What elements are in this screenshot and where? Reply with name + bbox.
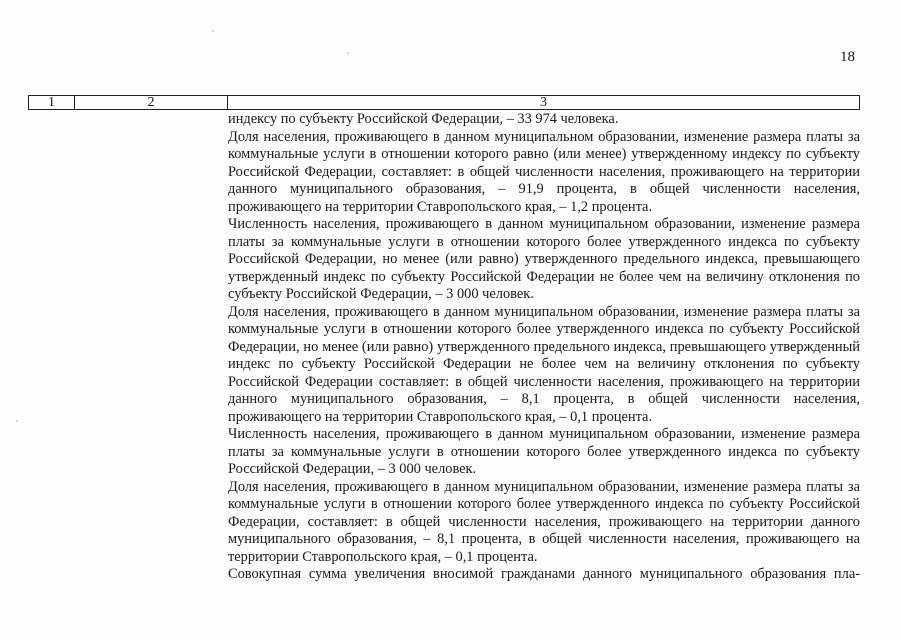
column-3-body-text [228, 111, 860, 584]
table-column-header-row [28, 95, 860, 110]
paragraph-continuation: индексу по субъекту Российской Федерации, – 33 974 человека. [228, 111, 619, 127]
scan-speck [16, 420, 18, 422]
paragraph-share-above-index: Доля населения, проживающего в данном муниципальном образовании, изменение размера платы за коммунальные услуги в отношении которого более утвержденного индекса по субъекту Российской Федерации, составляет: в общей численности населения, проживающего на территории данного муниципального образования, – 8,1 процента, в общей численности населения, проживающего на территории Ставропольского края, – 0,1 процента. [228, 478, 860, 565]
column-number-1: 1 [29, 96, 75, 109]
column-number-3: 3 [540, 95, 547, 110]
paragraph-count-above-index: Численность населения, проживающего в данном муниципальном образовании, изменение размера платы за коммунальные услуги в отношении которого более утвержденного индекса по субъекту Российской Федерации, – 3 000 человек. [228, 426, 860, 477]
paragraph-share-within-limit: Доля населения, проживающего в данном муниципальном образовании, изменение размера платы за коммунальные услуги в отношении которого более утвержденного индекса по субъекту Российской Федерации, но менее (или равно) утвержденного предельного индекса, превышающего утвержденный индекс по субъекту Российской Федерации не более чем на величину отклонения по субъекту Российской Федерации составляет: в общей численности населения, проживающего на территории данного муниципального образования, – 8,1 процента, в общей численности населения, проживающего на территории Ставропольского края, – 0,1 процента. [228, 303, 860, 425]
scan-speck [347, 52, 349, 54]
column-number-2: 2 [75, 96, 228, 109]
paragraph-share-equal-index: Доля населения, проживающего в данном муниципальном образовании, изменение размера платы за коммунальные услуги в отношении которого равно (или менее) утвержденному индексу по субъекту Российской Федерации, составляет: в общей численности населения, проживающего на территории данного муниципального образования, – 91,9 процента, в общей численности населения, проживающего на территории Ставропольского края, – 1,2 процента. [228, 128, 860, 215]
scan-speck [212, 30, 214, 32]
paragraph-total-sum: Совокупная сумма увеличения вносимой гражданами данного муниципального образования пла- [228, 566, 860, 582]
paragraph-count-within-limit: Численность населения, проживающего в данном муниципальном образовании, изменение размера платы за коммунальные услуги в отношении которого более утвержденного индекса по субъекту Российской Федерации, но менее (или равно) утвержденного предельного индекса, превышающего утвержденный индекс по субъекту Российской Федерации не более чем на величину отклонения по субъекту Российской Федерации, – 3 000 человек. [228, 216, 860, 302]
page-number: 18 [840, 49, 855, 65]
